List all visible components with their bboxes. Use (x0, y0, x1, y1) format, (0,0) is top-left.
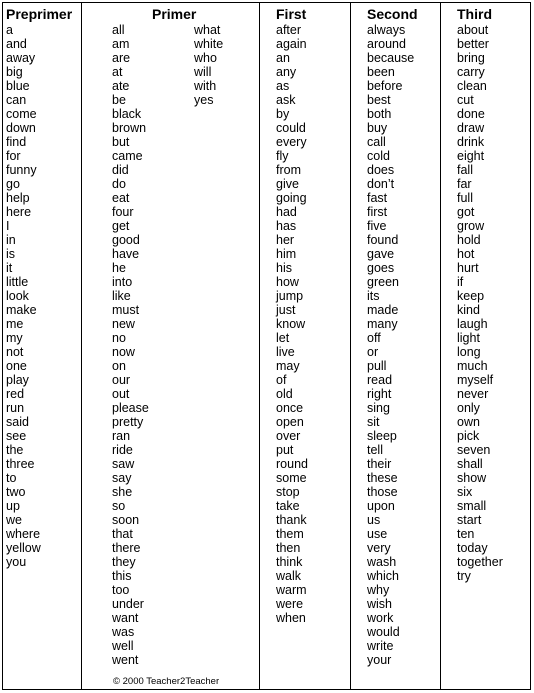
word-item: fly (276, 149, 289, 163)
word-item: wash (367, 555, 397, 569)
word-item: both (367, 107, 392, 121)
word-item: today (457, 541, 488, 555)
word-item: put (276, 443, 294, 457)
word-item: white (194, 37, 224, 51)
word-item: the (6, 443, 24, 457)
word-item: eat (112, 191, 130, 205)
word-item: good (112, 233, 140, 247)
word-item: brown (112, 121, 147, 135)
word-list-first (276, 23, 350, 625)
word-item: our (112, 373, 131, 387)
word-item: ride (112, 443, 133, 457)
word-item: cut (457, 93, 474, 107)
word-item: as (276, 79, 290, 93)
word-item: but (112, 135, 130, 149)
word-item: he (112, 261, 126, 275)
word-item: him (276, 247, 297, 261)
word-item: ate (112, 79, 130, 93)
word-item: under (112, 597, 144, 611)
word-item: together (457, 555, 503, 569)
word-item: would (367, 625, 400, 639)
word-item: cold (367, 149, 390, 163)
word-item: go (6, 177, 20, 191)
word-item: got (457, 205, 475, 219)
word-item: try (457, 569, 471, 583)
word-item: pretty (112, 415, 144, 429)
word-list-third (457, 23, 531, 583)
column-third (441, 2, 531, 690)
word-item: found (367, 233, 399, 247)
word-item: when (276, 611, 306, 625)
word-item: every (276, 135, 307, 149)
word-item: far (457, 177, 472, 191)
word-item: six (457, 485, 473, 499)
word-item: out (112, 387, 130, 401)
word-item: before (367, 79, 403, 93)
word-item: help (6, 191, 30, 205)
word-item: draw (457, 121, 485, 135)
word-item: been (367, 65, 395, 79)
word-item: about (457, 23, 489, 37)
word-item: their (367, 457, 392, 471)
word-item: fast (367, 191, 388, 205)
word-item: gave (367, 247, 395, 261)
word-item: get (112, 219, 130, 233)
word-item: an (276, 51, 290, 65)
word-item: big (6, 65, 23, 79)
word-item: going (276, 191, 307, 205)
word-item: never (457, 387, 489, 401)
word-item: shall (457, 457, 483, 471)
word-item: my (6, 331, 23, 345)
word-item: soon (112, 513, 140, 527)
word-item: jump (276, 289, 304, 303)
word-item: walk (276, 569, 302, 583)
word-item: make (6, 303, 37, 317)
word-item: those (367, 485, 398, 499)
word-item: am (112, 37, 130, 51)
word-item: it (6, 261, 13, 275)
word-item: many (367, 317, 398, 331)
word-item: want (112, 611, 139, 625)
word-item: laugh (457, 317, 488, 331)
word-item: run (6, 401, 25, 415)
word-item: had (276, 205, 297, 219)
word-item: went (112, 653, 139, 667)
word-item: much (457, 359, 488, 373)
word-item: best (367, 93, 391, 107)
word-item: they (112, 555, 136, 569)
word-item: off (367, 331, 381, 345)
word-item: four (112, 205, 134, 219)
word-item: ran (112, 429, 131, 443)
word-item: thank (276, 513, 307, 527)
word-item: her (276, 233, 295, 247)
word-item: know (276, 317, 306, 331)
word-item: let (276, 331, 290, 345)
word-item: keep (457, 289, 485, 303)
copyright-notice: © 2000 Teacher2Teacher (113, 676, 220, 687)
word-item: made (367, 303, 399, 317)
word-item: drink (457, 135, 485, 149)
word-item: buy (367, 121, 388, 135)
word-item: please (112, 401, 149, 415)
word-item: these (367, 471, 398, 485)
word-item: into (112, 275, 133, 289)
word-item: hurt (457, 261, 479, 275)
word-item: clean (457, 79, 487, 93)
word-item: look (6, 289, 29, 303)
column-heading-second: Second (367, 6, 418, 22)
word-item: two (6, 485, 26, 499)
word-item: long (457, 345, 481, 359)
word-item: saw (112, 457, 135, 471)
word-item: once (276, 401, 304, 415)
word-item: down (6, 121, 36, 135)
word-item: better (457, 37, 489, 51)
word-item: here (6, 205, 32, 219)
word-item: round (276, 457, 308, 471)
word-item: have (112, 247, 140, 261)
word-item: stop (276, 485, 300, 499)
column-heading-primer: Primer (152, 6, 197, 22)
word-item: will (194, 65, 212, 79)
word-item: myself (457, 373, 494, 387)
word-item: don’t (367, 177, 395, 191)
word-item: was (112, 625, 135, 639)
word-item: red (6, 387, 25, 401)
word-item: I (6, 219, 10, 233)
word-item: up (6, 499, 20, 513)
word-item: tell (367, 443, 383, 457)
word-item: sing (367, 401, 390, 415)
word-item: upon (367, 499, 395, 513)
word-item: that (112, 527, 133, 541)
word-item: to (6, 471, 17, 485)
word-item: away (6, 51, 36, 65)
word-item: again (276, 37, 307, 51)
word-item: is (6, 247, 16, 261)
word-item: goes (367, 261, 395, 275)
word-item: what (194, 23, 221, 37)
word-item: so (112, 499, 126, 513)
word-item: only (457, 401, 480, 415)
word-item: very (367, 541, 391, 555)
word-item: then (276, 541, 301, 555)
word-item: show (457, 471, 487, 485)
word-item: give (276, 177, 299, 191)
word-item: how (276, 275, 299, 289)
word-list-primer-left (112, 23, 149, 667)
column-first (260, 2, 351, 690)
word-item: seven (457, 443, 491, 457)
word-item: old (276, 387, 293, 401)
word-item: well (112, 639, 134, 653)
word-item: over (276, 429, 301, 443)
word-item: five (367, 219, 387, 233)
word-item: warm (276, 583, 307, 597)
word-item: live (276, 345, 295, 359)
word-item: may (276, 359, 300, 373)
word-item: or (367, 345, 379, 359)
word-item: three (6, 457, 35, 471)
word-item: why (367, 583, 390, 597)
word-item: yes (194, 93, 214, 107)
word-item: around (367, 37, 406, 51)
word-item: now (112, 345, 135, 359)
word-item: black (112, 107, 142, 121)
column-second (351, 2, 441, 690)
word-item: for (6, 149, 21, 163)
word-item: this (112, 569, 132, 583)
word-item: your (367, 653, 392, 667)
word-item: some (276, 471, 307, 485)
word-list-preprimer (6, 23, 81, 569)
word-item: you (6, 555, 27, 569)
word-item: right (367, 387, 392, 401)
word-item: pull (367, 359, 387, 373)
column-heading-preprimer: Preprimer (6, 6, 73, 22)
word-item: open (276, 415, 304, 429)
word-item: them (276, 527, 304, 541)
word-list-second (367, 23, 440, 667)
word-item: too (112, 583, 130, 597)
column-heading-third: Third (457, 6, 492, 22)
word-item: read (367, 373, 393, 387)
word-item: where (6, 527, 41, 541)
word-item: new (112, 317, 135, 331)
word-item: ask (276, 93, 296, 107)
word-item: carry (457, 65, 485, 79)
word-item: yellow (6, 541, 41, 555)
word-item: of (276, 373, 287, 387)
word-item: said (6, 415, 29, 429)
word-item: because (367, 51, 415, 65)
word-item: kind (457, 303, 480, 317)
word-item: were (276, 597, 304, 611)
word-item: she (112, 485, 133, 499)
word-item: think (276, 555, 303, 569)
word-item: always (367, 23, 406, 37)
word-item: see (6, 429, 27, 443)
word-item: start (457, 513, 482, 527)
word-item: do (112, 177, 126, 191)
word-item: light (457, 331, 480, 345)
word-item: came (112, 149, 143, 163)
word-item: could (276, 121, 306, 135)
word-item: work (367, 611, 394, 625)
word-item: no (112, 331, 126, 345)
word-item: funny (6, 163, 37, 177)
word-item: blue (6, 79, 30, 93)
word-item: if (457, 275, 464, 289)
word-item: just (276, 303, 296, 317)
word-item: who (194, 51, 217, 65)
word-item: we (6, 513, 22, 527)
word-item: use (367, 527, 388, 541)
word-item: which (367, 569, 399, 583)
word-item: by (276, 107, 290, 121)
word-item: small (457, 499, 487, 513)
word-item: any (276, 65, 297, 79)
word-item: green (367, 275, 399, 289)
word-item: in (6, 233, 16, 247)
word-item: his (276, 261, 292, 275)
word-item: play (6, 373, 29, 387)
word-item: us (367, 513, 381, 527)
word-item: full (457, 191, 473, 205)
word-item: sit (367, 415, 380, 429)
column-primer (82, 2, 260, 690)
word-item: first (367, 205, 388, 219)
word-item: grow (457, 219, 485, 233)
word-item: must (112, 303, 140, 317)
word-item: on (112, 359, 126, 373)
word-item: at (112, 65, 123, 79)
word-item: and (6, 37, 27, 51)
word-item: like (112, 289, 131, 303)
word-item: me (6, 317, 24, 331)
word-item: hold (457, 233, 481, 247)
word-item: write (367, 639, 394, 653)
word-item: bring (457, 51, 485, 65)
word-item: a (6, 23, 13, 37)
word-item: did (112, 163, 129, 177)
word-item: one (6, 359, 27, 373)
word-item: take (276, 499, 300, 513)
word-item: find (6, 135, 27, 149)
word-item: own (457, 415, 480, 429)
column-preprimer (2, 2, 82, 690)
word-item: are (112, 51, 131, 65)
column-heading-first: First (276, 6, 307, 22)
word-item: all (112, 23, 125, 37)
word-list-primer-right (194, 23, 223, 107)
word-item: after (276, 23, 302, 37)
word-item: done (457, 107, 485, 121)
word-item: pick (457, 429, 480, 443)
word-item: little (6, 275, 29, 289)
word-item: ten (457, 527, 475, 541)
word-item: fall (457, 163, 473, 177)
word-item: call (367, 135, 386, 149)
word-item: hot (457, 247, 475, 261)
word-item: from (276, 163, 301, 177)
word-item: sleep (367, 429, 397, 443)
word-item: not (6, 345, 24, 359)
word-item: has (276, 219, 297, 233)
word-item: be (112, 93, 126, 107)
word-item: does (367, 163, 395, 177)
word-item: its (367, 289, 380, 303)
word-item: with (194, 79, 217, 93)
word-item: come (6, 107, 37, 121)
word-item: say (112, 471, 132, 485)
word-item: wish (367, 597, 393, 611)
word-item: there (112, 541, 141, 555)
word-item: eight (457, 149, 485, 163)
word-item: can (6, 93, 27, 107)
